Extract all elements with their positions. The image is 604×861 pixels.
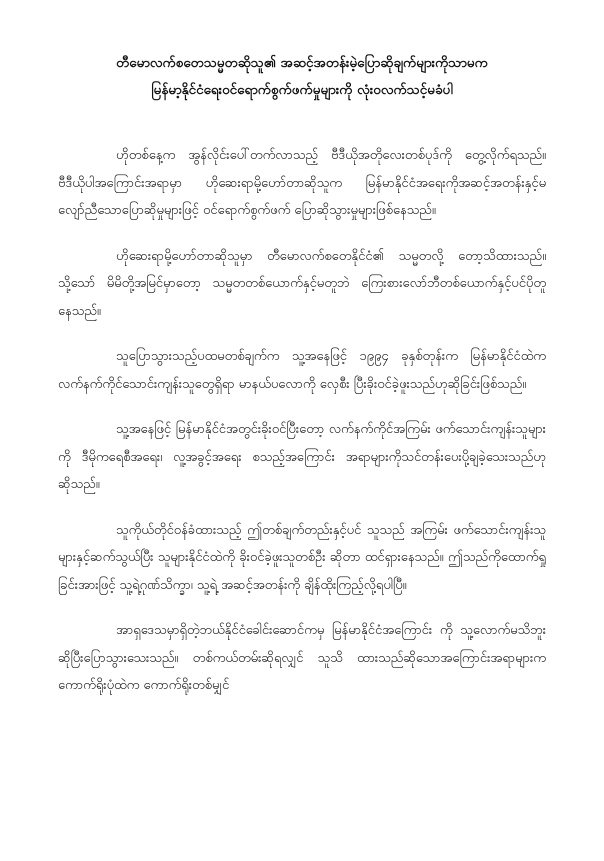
- paragraph-2: ဟိုဆေးရာမို့ဟော်တာဆိုသူမှာ တီမောလက်စတေနိုင်ငံ၏ သမ္မတလို့ တော့သိထားသည်။ သို့သော် မိမိတို့အမြင်မှာတော့ သမ္မတတစ်ယောက်နှင့်မတူဘဲ ကြေးစားလော်ဘီတစ်ယောက်နှင့်ပင်ပိုတူနေသည်။: [58, 248, 546, 319]
- paragraph-5: သူကိုယ်တိုင်ဝန်ခံထားသည့် ဤတစ်ချက်တည်းနှင့်ပင် သူသည် အကြမ်း ဖက်သောင်းကျန်းသူများနှင့်ဆက်သွယ်ပြီး သူများနိုင်ငံထဲကို ခိုးဝင်ခဲ့ဖူးသူတစ်ဦး ဆိုတာ ထင်ရှားနေသည်။ ဤသည်ကိုထောက်ရှုခြင်းအားဖြင့် သူ့ရဲ့ဂုဏ်သိက္ခာ၊ သူ့ရဲ့ အဆင့်အတန်းကို ချိန်ထိုးကြည့်လို့ရပါပြီ။: [58, 522, 546, 593]
- paragraph-1: ဟိုတစ်နေ့က အွန်လိုင်းပေါ်တက်လာသည့် ဗီဒီယိုအတိုလေးတစ်ပုဒ်ကို တွေ့လိုက်ရသည်။ ဗီဒီယိုပါအကြောင်းအရာမှာ ဟိုဆေးရာမို့ဟော်တာဆိုသူက မြန်မာနိုင်ငံအရေးကိုအဆင့်အတန်းနှင့်မလျော်ညီသောပြောဆိုမှုများဖြင့် ဝင်ရောက်စွက်ဖက် ပြောဆိုသွားမှုများဖြစ်နေသည်။: [58, 148, 546, 218]
- title-line-1: တီမောလက်စတေသမ္မတဆိုသူ၏ အဆင့်အတန်းမဲ့ပြောဆိုချက်များကိုသာမက: [116, 55, 488, 71]
- paragraph-6: အာရှဒေသမှာရှိတဲ့ဘယ်နိုင်ငံခေါင်းဆောင်ကမှ မြန်မာနိုင်ငံအကြောင်း ကို သူ့လောက်မသိဘူးဆိုပြီးပြောသွားသေးသည်။ တစ်ကယ်တမ်းဆိုရလျှင် သူသိ ထားသည်ဆိုသောအကြောင်းအရာများက ကောက်ရိုးပုံထဲက ကောက်ရိုးတစ်မျှင်: [58, 623, 546, 693]
- paragraph-3: သူပြောသွားသည့်ပထမတစ်ချက်က သူ့အနေဖြင့် ၁၉၉၄ ခုနှစ်တုန်းက မြန်မာနိုင်ငံထဲက လက်နက်ကိုင်သောင်းကျန်းသူတွေရှိရာ မာနယ်ပလောကို လှေစီး ပြီးခိုးဝင်ခဲ့ဖူးသည်ဟုဆိုခြင်းဖြစ်သည်။: [58, 349, 546, 392]
- title-line-2: မြန်မာ့နိုင်ငံရေးဝင်ရောက်စွက်ဖက်မှုများကို လုံးဝလက်သင့်မခံပါ: [151, 82, 453, 98]
- document-title: [58, 50, 546, 104]
- paragraph-4: သူ့အနေဖြင့် မြန်မာနိုင်ငံအတွင်းခိုးဝင်ပြီးတော့ လက်နက်ကိုင်အကြမ်း ဖက်သောင်းကျန်းသူများကို ဒီမိုကရေစီအရေး၊ လူ့အခွင့်အရေး စသည့်အကြောင်း အရာများကိုသင်တန်းပေးပို့ချခဲ့သေးသည်ဟုဆိုသည်။: [58, 422, 546, 492]
